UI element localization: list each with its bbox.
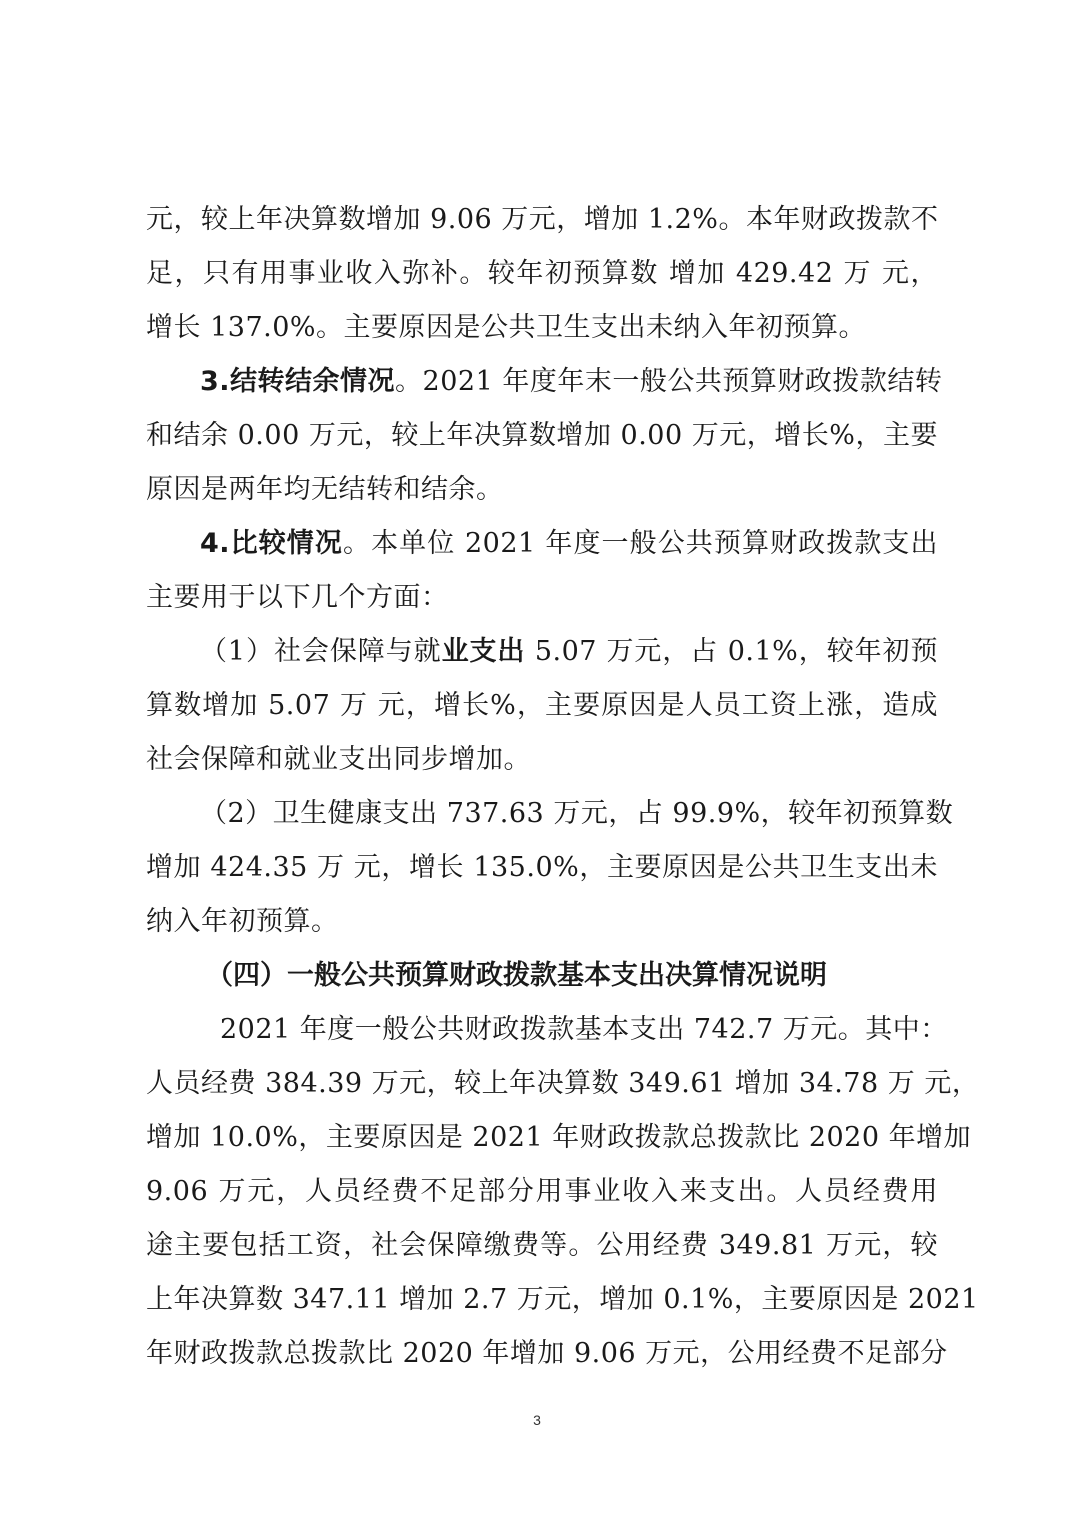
document-body	[146, 193, 980, 1381]
text-span: 。本单位 2021 年度一般公共预算财政拨款支出	[342, 528, 938, 559]
paragraph-carryover	[146, 355, 943, 409]
text-line: 2021 年度一般公共财政拨款基本支出 742.7 万元。其中：	[220, 1014, 948, 1045]
text-line: 增加 424.35 万 元，增长 135.0%，主要原因是公共卫生支出未	[146, 852, 938, 883]
text-line: 上年决算数 347.11 增加 2.7 万元，增加 0.1%，主要原因是 2021	[146, 1284, 979, 1315]
text-span: （1）社会保障与就	[200, 636, 442, 667]
text-line: 足，只有用事业收入弥补。较年初预算数 增加 429.42 万 元，	[146, 258, 938, 289]
text-line: 途主要包括工资，社会保障缴费等。公用经费 349.81 万元，较	[146, 1230, 938, 1261]
text-span: 。2021 年度年末一般公共预算财政拨款结转	[395, 366, 943, 397]
text-line: 原因是两年均无结转和结余。	[146, 474, 504, 505]
bold-span: 业支出	[441, 636, 526, 667]
text-line: 社会保障和就业支出同步增加。	[146, 744, 531, 775]
text-line: 增加 10.0%，主要原因是 2021 年财政拨款总拨款比 2020 年增加	[146, 1122, 972, 1153]
text-line: 纳入年初预算。	[146, 906, 339, 937]
list-item-social-security	[146, 625, 938, 679]
section-heading: （四）一般公共预算财政拨款基本支出决算情况说明	[206, 960, 827, 991]
paragraph-label-carryover: 3.结转结余情况	[200, 366, 396, 397]
text-line: 人员经费 384.39 万元，较上年决算数 349.61 增加 34.78 万 元，	[146, 1068, 980, 1099]
paragraph-label-comparison: 4.比较情况	[200, 528, 343, 559]
text-line: 9.06 万元，人员经费不足部分用事业收入来支出。人员经费用	[146, 1176, 938, 1207]
text-line: 和结余 0.00 万元，较上年决算数增加 0.00 万元，增长%，主要	[146, 420, 938, 451]
paragraph-comparison	[146, 517, 938, 571]
text-line: 元，较上年决算数增加 9.06 万元，增加 1.2%。本年财政拨款不	[146, 204, 939, 235]
text-line: 主要用于以下几个方面：	[146, 582, 449, 613]
text-line: 增长 137.0%。主要原因是公共卫生支出未纳入年初预算。	[146, 312, 867, 343]
list-item-health: （2）卫生健康支出 737.63 万元，占 99.9%，较年初预算数	[200, 798, 954, 829]
text-line: 年财政拨款总拨款比 2020 年增加 9.06 万元，公用经费不足部分	[146, 1338, 948, 1369]
text-line: 算数增加 5.07 万 元，增长%，主要原因是人员工资上涨，造成	[146, 690, 938, 721]
page-number: 3	[533, 1412, 541, 1428]
text-span: 5.07 万元，占 0.1%，较年初预	[525, 636, 938, 667]
